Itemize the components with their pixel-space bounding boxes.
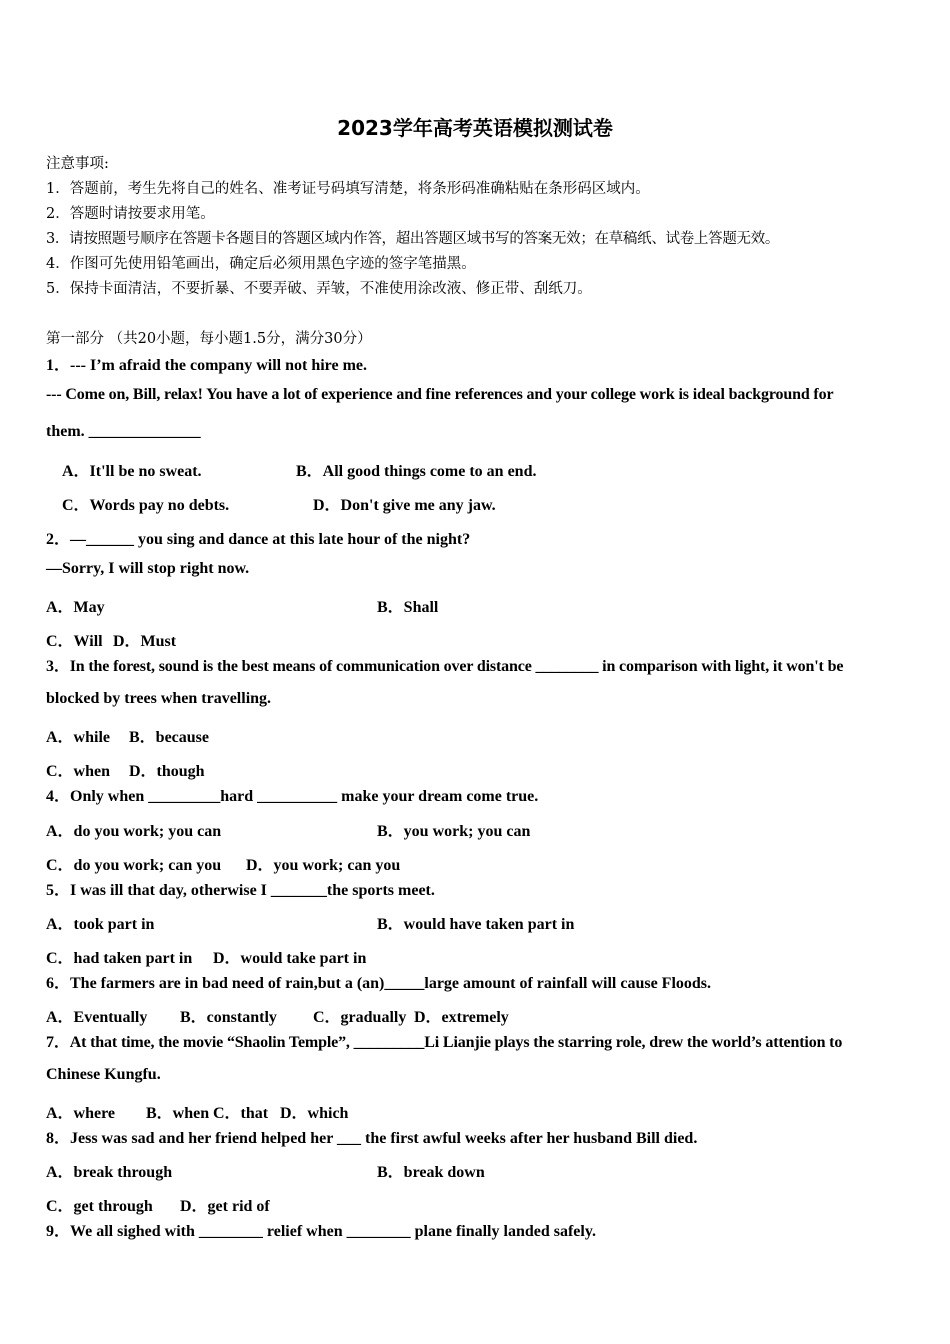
question-6-option-b[interactable]: B．constantly (180, 1009, 277, 1026)
notice-item-1: 1．答题前，考生先将自己的姓名、准考证号码填写清楚，将条形码准确粘贴在条形码区域内。 (46, 181, 650, 197)
question-7-option-c[interactable]: C．that (213, 1105, 269, 1122)
question-2-option-b[interactable]: B．Shall (377, 599, 439, 616)
question-4-option-d[interactable]: D．you work; can you (246, 857, 401, 874)
question-3-option-b[interactable]: B．because (129, 729, 210, 746)
question-1-stem: 1．--- I’m afraid the company will not hire me. (46, 357, 368, 374)
question-5-option-a[interactable]: A．took part in (46, 916, 155, 933)
question-7-option-a[interactable]: A．where (46, 1105, 116, 1122)
question-9-stem: 9．We all sighed with ________ relief when ________ plane finally landed safely. (46, 1223, 596, 1240)
question-8-option-d[interactable]: D．get rid of (180, 1198, 270, 1215)
question-1-option-a[interactable]: A．It'll be no sweat. (62, 463, 202, 480)
question-1-stem-3: them. ______________ (46, 423, 201, 440)
question-3-stem: 3．In the forest, sound is the best means of communication over distance ________ in comparison with light, it won't be (46, 658, 844, 675)
question-8-option-a[interactable]: A．break through (46, 1164, 173, 1181)
question-6-option-d[interactable]: D．extremely (414, 1009, 509, 1026)
question-1-option-d[interactable]: D．Don't give me any jaw. (313, 497, 496, 514)
question-4-option-b[interactable]: B．you work; you can (377, 823, 531, 840)
notice-item-2: 2．答题时请按要求用笔。 (46, 206, 215, 222)
question-3-option-d[interactable]: D．though (129, 763, 205, 780)
question-5-option-d[interactable]: D．would take part in (213, 950, 367, 967)
question-6-option-a[interactable]: A．Eventually (46, 1009, 148, 1026)
question-2-option-c[interactable]: C．Will (46, 633, 103, 650)
question-2-option-a[interactable]: A．May (46, 599, 105, 616)
question-2-stem-2: —Sorry, I will stop right now. (46, 560, 250, 577)
question-7-option-b[interactable]: B．when (146, 1105, 210, 1122)
question-1-stem-2: --- Come on, Bill, relax! You have a lot of experience and fine references and your college work is ideal background for (46, 386, 834, 403)
section-heading: 第一部分 （共20小题，每小题1.5分，满分30分） (46, 331, 372, 347)
question-6-stem: 6．The farmers are in bad need of rain,but a (an)_____large amount of rainfall will cause Floods. (46, 975, 712, 992)
question-5-stem: 5．I was ill that day, otherwise I _______the sports meet. (46, 882, 435, 899)
question-3-option-c[interactable]: C．when (46, 763, 111, 780)
question-3-option-a[interactable]: A．while (46, 729, 111, 746)
question-8-option-b[interactable]: B．break down (377, 1164, 485, 1181)
question-2-stem: 2．—______ you sing and dance at this late hour of the night? (46, 531, 471, 548)
question-2-option-d[interactable]: D．Must (113, 633, 177, 650)
question-4-option-a[interactable]: A．do you work; you can (46, 823, 222, 840)
page-title: 2023学年高考英语模拟测试卷 (337, 116, 613, 140)
question-7-stem: 7．At that time, the movie “Shaolin Temple”, _________Li Lianjie plays the starring role, drew the world’s attention to (46, 1034, 843, 1051)
notice-item-4: 4．作图可先使用铅笔画出，确定后必须用黑色字迹的签字笔描黑。 (46, 256, 476, 272)
question-7-option-d[interactable]: D．which (280, 1105, 349, 1122)
question-5-option-b[interactable]: B．would have taken part in (377, 916, 575, 933)
question-4-stem: 4．Only when _________hard __________ make your dream come true. (46, 788, 539, 805)
question-1-option-b[interactable]: B．All good things come to an end. (296, 463, 537, 480)
question-4-option-c[interactable]: C．do you work; can you (46, 857, 222, 874)
question-7-stem-2: Chinese Kungfu. (46, 1066, 161, 1083)
question-8-option-c[interactable]: C．get through (46, 1198, 153, 1215)
notice-heading: 注意事项: (46, 156, 109, 172)
question-6-option-c[interactable]: C．gradually (313, 1009, 407, 1026)
question-8-stem: 8．Jess was sad and her friend helped her ___ the first awful weeks after her husband Bill died. (46, 1130, 698, 1147)
question-3-stem-2: blocked by trees when travelling. (46, 690, 272, 707)
notice-item-5: 5．保持卡面清洁，不要折暴、不要弄破、弄皱，不准使用涂改液、修正带、刮纸刀。 (46, 281, 592, 297)
question-5-option-c[interactable]: C．had taken part in (46, 950, 193, 967)
notice-item-3: 3．请按照题号顺序在答题卡各题目的答题区域内作答，超出答题区域书写的答案无效；在草稿纸、试卷上答题无效。 (46, 231, 780, 247)
question-1-option-c[interactable]: C．Words pay no debts. (62, 497, 230, 514)
